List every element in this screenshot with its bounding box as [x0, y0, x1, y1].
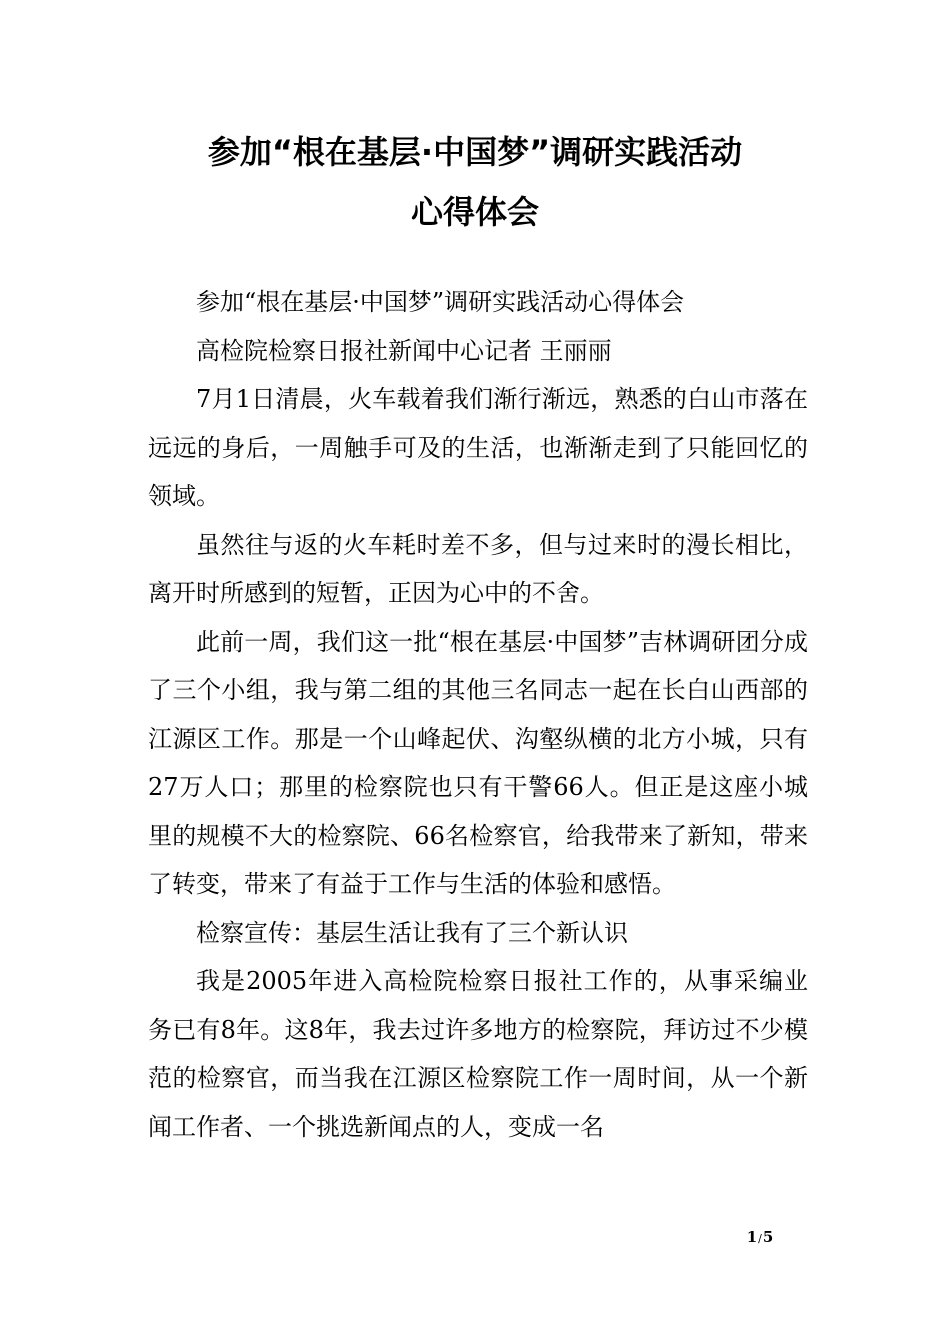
page-separator: / [758, 1232, 762, 1245]
document-body [148, 278, 808, 1151]
paragraph: 7月1日清晨，火车载着我们渐行渐远，熟悉的白山市落在远远的身后，一周触手可及的生活，也渐渐走到了只能回忆的领域。 [148, 385, 808, 510]
page-number [720, 1228, 800, 1246]
section-heading: 检察宣传：基层生活让我有了三个新认识 [196, 918, 628, 947]
paragraph: 我是2005年进入高检院检察日报社工作的，从事采编业务已有8年。这8年，我去过许多地方的检察院，拜访过不少模范的检察官，而当我在江源区检察院工作一周时间，从一个新闻工作者、一个挑选新闻点的人，变成一名 [148, 967, 808, 1141]
paragraph: 此前一周，我们这一批“根在基层·中国梦”吉林调研团分成了三个小组，我与第二组的其他三名同志一起在长白山西部的江源区工作。那是一个山峰起伏、沟壑纵横的北方小城，只有27万人口；那里的检察院也只有干警66人。但正是这座小城里的规模不大的检察院、66名检察官，给我带来了新知，带来了转变，带来了有益于工作与生活的体验和感悟。 [148, 627, 808, 898]
page-total: 5 [762, 1228, 774, 1246]
paragraph: 虽然往与返的火车耗时差不多，但与过来时的漫长相比，离开时所感到的短暂，正因为心中的不舍。 [148, 530, 808, 607]
body-subtitle: 参加“根在基层·中国梦”调研实践活动心得体会 [196, 288, 685, 316]
title-line-2: 心得体会 [410, 193, 539, 231]
author-line: 高检院检察日报社新闻中心记者 王丽丽 [196, 336, 612, 365]
title-line-1: 参加“根在基层·中国梦”调研实践活动 [207, 133, 743, 171]
page-current: 1 [746, 1228, 758, 1246]
document-title [100, 122, 850, 242]
